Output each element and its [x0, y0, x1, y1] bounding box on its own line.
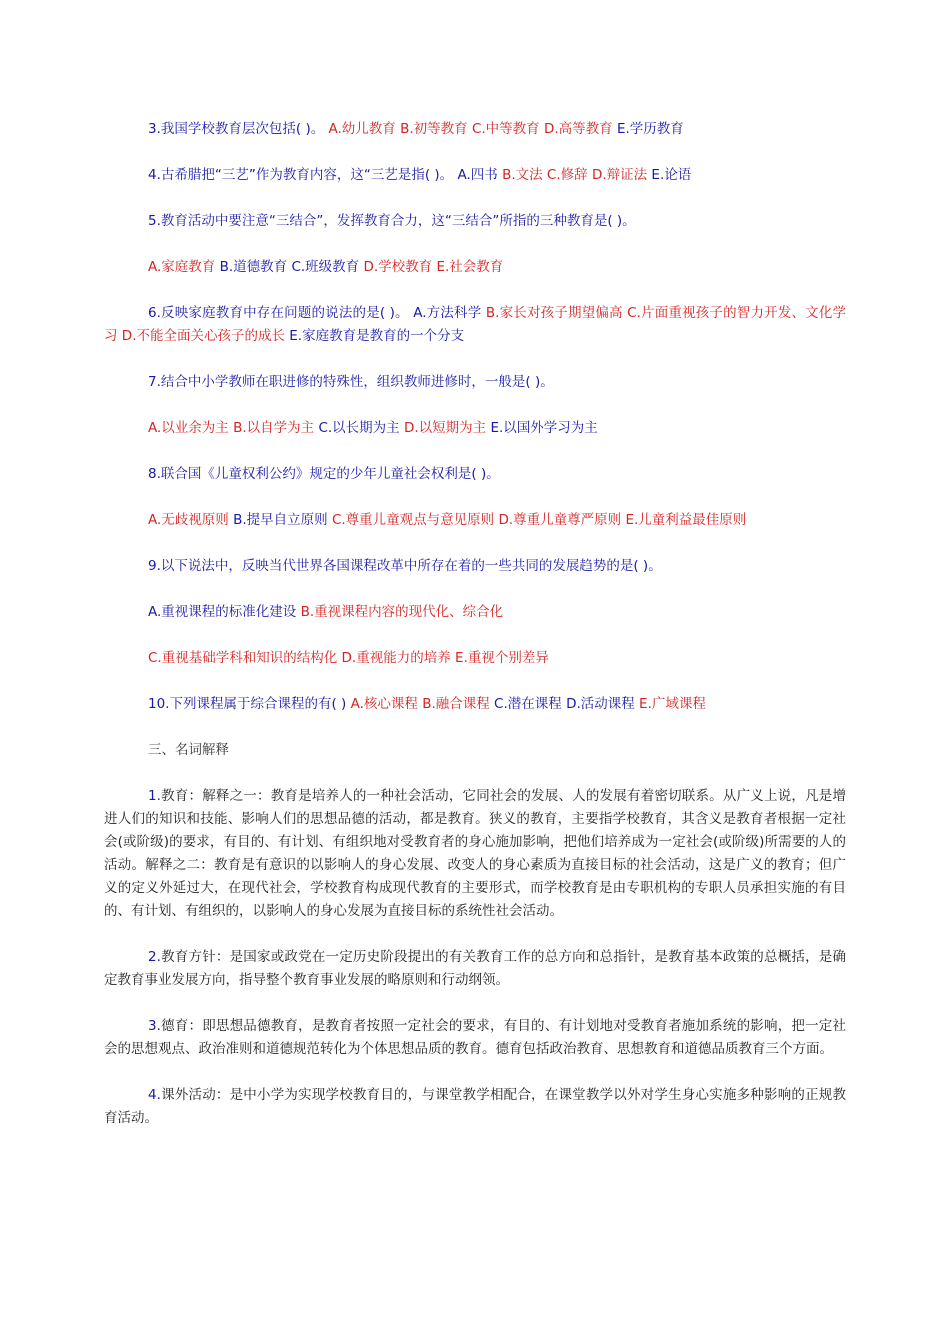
paragraph-term-4 — [104, 1084, 846, 1130]
text-segment: E.儿童利益最佳原则 — [625, 512, 747, 528]
text-segment: B.重视课程内容的现代化、综合化 — [300, 604, 504, 620]
text-segment: B.融合课程 — [422, 696, 495, 712]
text-segment: D.不能全面关心孩子的成长 — [121, 328, 290, 344]
text-segment: E.家庭教育是教育的一个分支 — [289, 328, 465, 344]
paragraph-q5 — [104, 210, 846, 233]
text-segment: 7.结合中小学教师在职进修的特殊性，组织教师进修时，一般是( )。 — [148, 374, 554, 390]
text-segment: C.以长期为主 — [318, 420, 404, 436]
text-segment: B.提早自立原则 — [233, 512, 332, 528]
text-segment: A.以业余为主 — [148, 420, 234, 436]
text-segment: E.社会教育 — [436, 259, 504, 275]
text-segment: 5.教育活动中要注意“三结合”，发挥教育合力，这“三结合”所指的三种教育是( )。 — [148, 213, 636, 229]
text-segment: 2. — [148, 949, 161, 965]
paragraph-q6 — [104, 302, 846, 348]
text-segment: A.重视课程的标准化建设 — [148, 604, 301, 620]
text-segment: C.修辞 — [546, 167, 592, 183]
text-segment: 1. — [148, 788, 161, 804]
text-segment: C.中等教育 — [471, 121, 544, 137]
paragraph-q8 — [104, 463, 846, 486]
text-segment: A.核心课程 — [350, 696, 423, 712]
paragraph-section-heading — [104, 739, 846, 762]
text-segment: A.幼儿教育 — [328, 121, 401, 137]
text-segment: 8.联合国《儿童权利公约》规定的少年儿童社会权利是( )。 — [148, 466, 500, 482]
paragraph-q7-options — [104, 417, 846, 440]
text-segment: D.辩证法 — [591, 167, 652, 183]
text-segment: E.重视个别差异 — [455, 650, 549, 666]
paragraph-q8-options — [104, 509, 846, 532]
paragraph-term-1 — [104, 785, 846, 923]
text-segment: D.尊重儿童尊严原则 — [498, 512, 626, 528]
text-segment: A.无歧视原则 — [148, 512, 234, 528]
paragraph-q3 — [104, 118, 846, 141]
text-segment: D.活动课程 — [566, 696, 640, 712]
paragraph-q9 — [104, 555, 846, 578]
text-segment: 10.下列课程属于综合课程的有( ) — [148, 696, 351, 712]
text-segment: D.学校教育 — [363, 259, 437, 275]
text-segment: D.重视能力的培养 — [341, 650, 455, 666]
paragraph-term-2 — [104, 946, 846, 992]
text-segment: 德育：即思想品德教育，是教育者按照一定社会的要求，有目的、有计划地对受教育者施加系统的影响，把一定社会的思想观点、政治准则和道德规范转化为个体思想品质的教育。德育包括政治教育、思想教育和道德品质教育三个方面。 — [104, 1018, 846, 1057]
text-segment: A.家庭教育 — [148, 259, 220, 275]
text-segment: C.尊重儿童观点与意见原则 — [331, 512, 499, 528]
text-segment: 三、名词解释 — [148, 742, 229, 758]
text-segment: C.片面重视孩子的智力开发、文化学习 — [104, 305, 847, 344]
text-segment: 3. — [148, 1018, 161, 1034]
text-segment: 教育：解释之一：教育是培养人的一种社会活动，它同社会的发展、人的发展有着密切联系。从广义上说，凡是增进人们的知识和技能、影响人们的思想品德的活动，都是教育。狭义的教育，主要指学校教育，其含义是教育者根据一定社会(或阶级)的要求，有目的、有计划、有组织地对受教育者的身心施加影响，把他们培养成为一定社会(或阶级)所需要的人的活动。解释之二：教育是有意识的以影响人的身心发展、改变人的身心素质为直接目标的社会活动，这是广义的教育；但广义的定义外延过大，在现代社会，学校教育构成现代教育的主要形式，而学校教育是由专职机构的专职人员承担实施的有目的、有计划、有组织的，以影响人的身心发展为直接目标的系统性社会活动。 — [104, 788, 846, 919]
paragraph-q4 — [104, 164, 846, 187]
text-segment: E.论语 — [651, 167, 692, 183]
text-segment: B.以自学为主 — [233, 420, 319, 436]
text-segment: E.学历教育 — [616, 121, 684, 137]
text-segment: D.以短期为主 — [403, 420, 491, 436]
text-segment: C.重视基础学科和知识的结构化 — [148, 650, 342, 666]
text-segment: 4. — [148, 1087, 161, 1103]
paragraph-q7 — [104, 371, 846, 394]
paragraph-q9-options-1 — [104, 601, 846, 624]
paragraph-term-3 — [104, 1015, 846, 1061]
text-segment: 教育方针：是国家或政党在一定历史阶段提出的有关教育工作的总方向和总指针，是教育基本政策的总概括，是确定教育事业发展方向，指导整个教育事业发展的略原则和行动纲领。 — [104, 949, 846, 988]
text-segment: 3.我国学校教育层次包括( )。 — [148, 121, 329, 137]
text-segment: E.广域课程 — [639, 696, 706, 712]
text-segment: B.初等教育 — [400, 121, 472, 137]
text-segment: B.道德教育 C.班级教育 — [219, 259, 364, 275]
paragraph-q9-options-2 — [104, 647, 846, 670]
text-segment: 课外活动：是中小学为实现学校教育目的，与课堂教学相配合，在课堂教学以外对学生身心实施多种影响的正规教育活动。 — [104, 1087, 846, 1126]
text-segment: C.潜在课程 — [494, 696, 567, 712]
text-segment: 4.古希腊把“三艺”作为教育内容，这“三艺是指( )。 A.四书 — [148, 167, 503, 183]
paragraph-q5-options — [104, 256, 846, 279]
text-segment: B.文法 — [502, 167, 547, 183]
paragraph-q10 — [104, 693, 846, 716]
text-segment: 9.以下说法中，反映当代世界各国课程改革中所存在着的一些共同的发展趋势的是( )。 — [148, 558, 662, 574]
text-segment: D.高等教育 — [543, 121, 617, 137]
text-segment: 6.反映家庭教育中存在问题的说法的是( )。 A.方法科学 — [148, 305, 486, 321]
text-segment: E.以国外学习为主 — [490, 420, 598, 436]
text-segment: B.家长对孩子期望偏高 — [485, 305, 628, 321]
